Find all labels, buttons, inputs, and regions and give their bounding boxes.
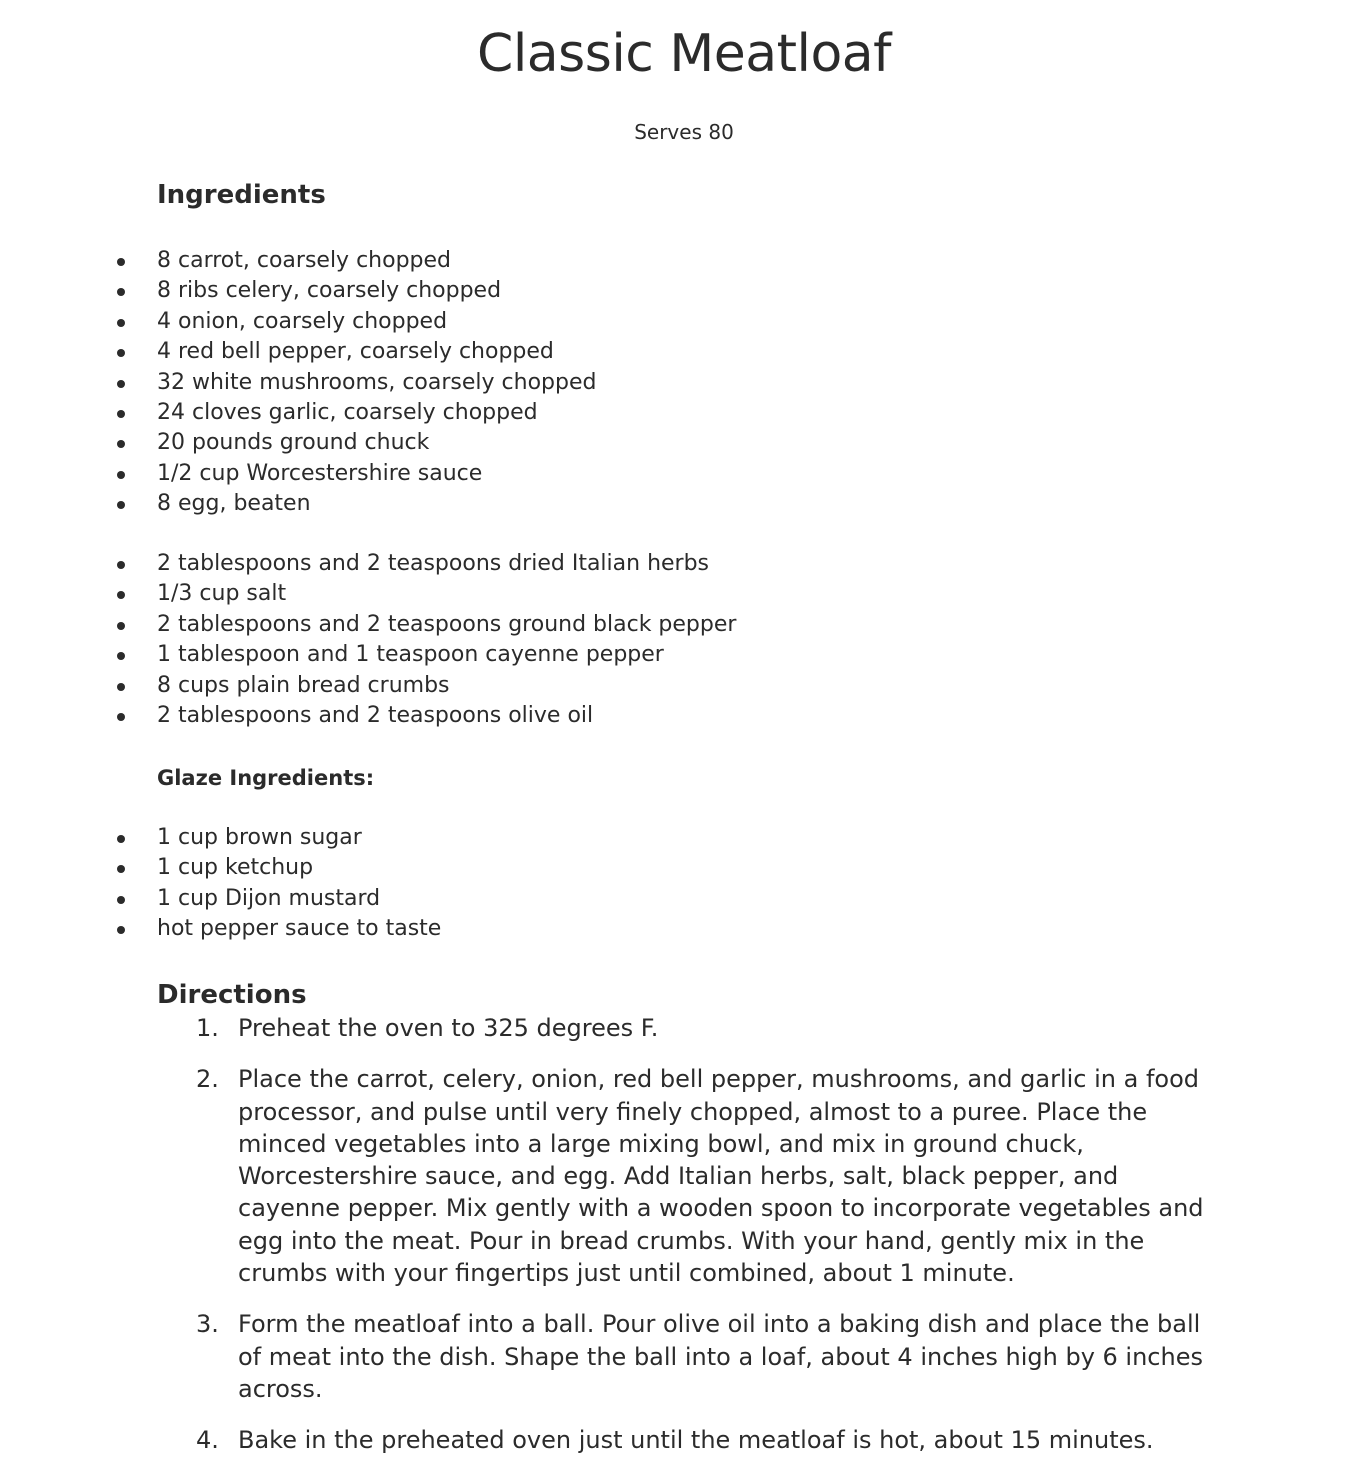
step-number: 3. bbox=[196, 1310, 219, 1339]
glaze-ingredients-list bbox=[157, 823, 441, 945]
ingredient-item: 2 tablespoons and 2 teaspoons olive oil bbox=[157, 701, 736, 731]
ingredient-item: 24 cloves garlic, coarsely chopped bbox=[157, 398, 596, 428]
glaze-ingredient-item: hot pepper sauce to taste bbox=[157, 914, 441, 944]
recipe-title: Classic Meatloaf bbox=[477, 24, 891, 84]
ingredient-item: 1/2 cup Worcestershire sauce bbox=[157, 459, 596, 489]
glaze-ingredient-item: 1 cup brown sugar bbox=[157, 823, 441, 853]
ingredient-item: 4 onion, coarsely chopped bbox=[157, 307, 596, 337]
ingredients-list-seasonings bbox=[157, 549, 736, 731]
ingredient-item: 4 red bell pepper, coarsely chopped bbox=[157, 337, 596, 367]
ingredient-item: 1 tablespoon and 1 teaspoon cayenne pepper bbox=[157, 640, 736, 670]
serves-count: Serves 80 bbox=[634, 120, 734, 144]
direction-step bbox=[196, 1308, 1218, 1405]
directions-heading: Directions bbox=[157, 980, 307, 1010]
ingredient-item: 32 white mushrooms, coarsely chopped bbox=[157, 368, 596, 398]
direction-step bbox=[196, 1012, 1218, 1044]
step-text: Place the carrot, celery, onion, red bell pepper, mushrooms, and garlic in a food processor, and pulse until very finely chopped, almost to a puree. Place the minced vegetables into a large mixing bowl, and mix in ground chuck, Worcestershire sauce, and egg. Add Italian herbs, salt, black pepper, and cayenne pepper. Mix gently with a wooden spoon to incorporate vegetables and egg into the meat. Pour in bread crumbs. With your hand, gently mix in the crumbs with your fingertips just until combined, about 1 minute. bbox=[238, 1065, 1204, 1288]
step-text: Form the meatloaf into a ball. Pour olive oil into a baking dish and place the ball of meat into the dish. Shape the ball into a loaf, about 4 inches high by 6 inches across. bbox=[238, 1310, 1203, 1403]
step-number: 1. bbox=[196, 1014, 219, 1042]
direction-step bbox=[196, 1424, 1218, 1456]
direction-step bbox=[196, 1063, 1218, 1289]
ingredients-heading: Ingredients bbox=[157, 180, 326, 210]
ingredient-item: 8 ribs celery, coarsely chopped bbox=[157, 276, 596, 306]
step-number: 4. bbox=[196, 1426, 219, 1455]
ingredient-item: 20 pounds ground chuck bbox=[157, 428, 596, 458]
ingredient-item: 1/3 cup salt bbox=[157, 579, 736, 609]
step-number: 2. bbox=[196, 1065, 219, 1094]
glaze-ingredient-item: 1 cup Dijon mustard bbox=[157, 884, 441, 914]
glaze-ingredient-item: 1 cup ketchup bbox=[157, 853, 441, 883]
step-text: Bake in the preheated oven just until the meatloaf is hot, about 15 minutes. bbox=[238, 1426, 1154, 1455]
ingredient-item: 2 tablespoons and 2 teaspoons ground black pepper bbox=[157, 610, 736, 640]
ingredient-item: 2 tablespoons and 2 teaspoons dried Italian herbs bbox=[157, 549, 736, 579]
glaze-heading: Glaze Ingredients: bbox=[157, 766, 375, 790]
ingredient-item: 8 cups plain bread crumbs bbox=[157, 671, 736, 701]
step-text: Preheat the oven to 325 degrees F. bbox=[238, 1014, 659, 1042]
ingredient-item: 8 egg, beaten bbox=[157, 489, 596, 519]
ingredient-item: 8 carrot, coarsely chopped bbox=[157, 246, 596, 276]
ingredients-list-main bbox=[157, 246, 596, 520]
directions-list bbox=[196, 1012, 1218, 1476]
